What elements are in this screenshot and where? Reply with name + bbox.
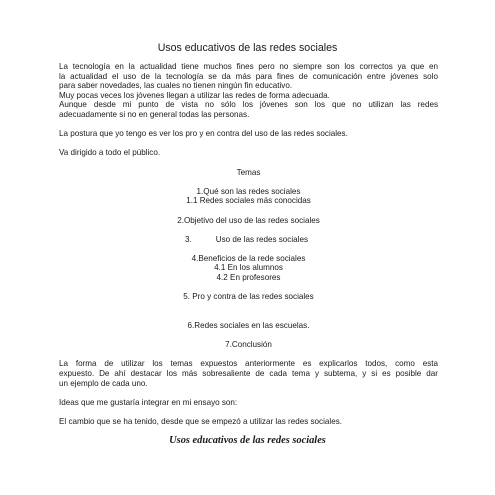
topics-heading: Temas xyxy=(236,167,261,177)
method-line: expuesto. De ahí destacar los más sobresaliente de cada tema y subtema, y si es posible dar xyxy=(59,369,438,378)
topic-item: 6.Redes sociales en las escuelas. xyxy=(187,321,310,331)
stance-paragraph: La postura que yo tengo es ver los pro y en contra del uso de las redes sociales. xyxy=(59,129,348,139)
intro-line: para saber novedades, las cuales no tienen ningún fin educativo. xyxy=(59,81,293,91)
intro-line: Aunque desde mi punto de vista no sólo los jóvenes son los que no utilizan las redes xyxy=(59,100,438,110)
idea-item: El cambio que se ha tenido, desde que se empezó a utilizar las redes sociales. xyxy=(59,416,342,426)
method-paragraph xyxy=(59,359,438,388)
document-body xyxy=(59,62,438,427)
topic-item: 7.Conclusión xyxy=(225,340,272,350)
intro-line: Muy pocas veces los jóvenes llegan a utilizar las redes de forma adecuada. xyxy=(59,90,330,100)
intro-paragraph xyxy=(59,62,438,120)
topic-label: Uso de las redes sociales xyxy=(215,234,308,244)
topic-subitem: 4.2 En profesores xyxy=(216,273,281,283)
intro-line: adecuadamente si no en general todas las personas. xyxy=(59,109,250,119)
topic-item: 1.Qué son las redes sociales xyxy=(196,186,301,196)
topic-item: 2.Objetivo del uso de las redes sociales xyxy=(177,215,320,225)
topic-number: 3. xyxy=(185,234,192,244)
topic-item: 5. Pro y contra de las redes sociales xyxy=(183,292,314,302)
method-line: un ejemplo de cada uno. xyxy=(59,378,148,388)
intro-line: La tecnología en la actualidad tiene muchos fines pero no siempre son los correctos ya que en xyxy=(59,62,438,71)
ideas-intro: Ideas que me gustaría integrar en mi ensayo son: xyxy=(59,397,238,407)
next-page-title: Usos educativos de las redes sociales xyxy=(169,435,326,446)
topic-item xyxy=(59,235,438,245)
topic-subitem: 4.1 En los alumnos xyxy=(214,263,283,273)
method-line: La forma de utilizar los temas expuestos anteriormente es explicarlos todos, como esta xyxy=(59,359,438,369)
topic-subitem: 1.1 Redes sociales más conocidas xyxy=(186,196,311,206)
page-title: Usos educativos de las redes sociales xyxy=(157,42,338,54)
intro-line: la actualidad el uso de la tecnología se da más para fines de comunicación entre jóvenes solo xyxy=(59,71,438,81)
audience-paragraph: Va dirigido a todo el público. xyxy=(59,148,161,158)
topic-item: 4.Beneficios de la rede sociales xyxy=(191,253,306,263)
